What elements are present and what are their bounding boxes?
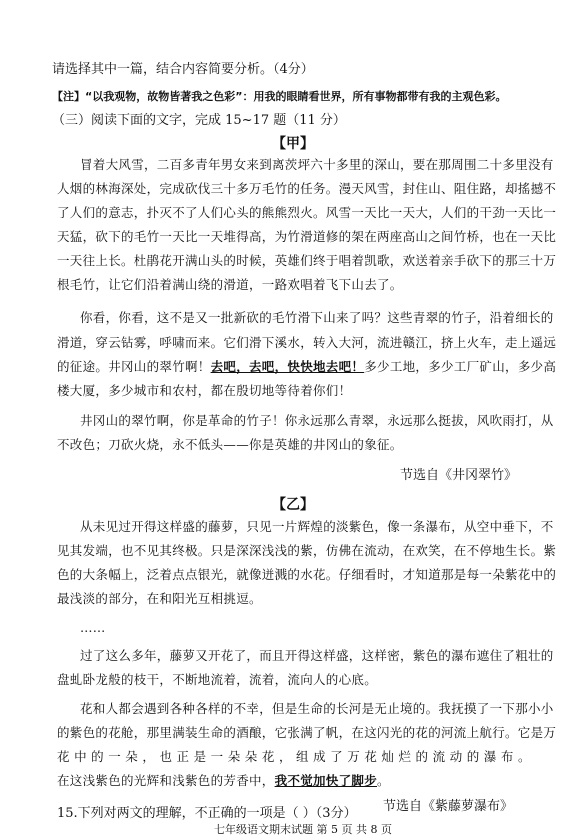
section-title: （三）阅读下面的文字，完成 15~17 题（11 分） [52, 113, 346, 128]
jia-p1-line: 人烟的林海深处，完成砍伐三十多万毛竹的任务。漫天风雪，封住山、阻住路，却搖撼不 [57, 181, 557, 196]
jia-source: 节选自《井冈翠竹》 [400, 468, 518, 483]
yi-p3-line: 的紫色的花舱，那里满装生命的酒酿，它张满了帆，在这闪光的花的河流上航行。它是万 [57, 725, 557, 740]
yi-p2-line: 盘虬卧龙般的枝干，不断地流着，流着，流向人的心底。 [57, 672, 378, 687]
jia-p1-line: 根毛竹，让它们沿着满山绕的滑道，一路欢唱着飞下山去了。 [57, 277, 403, 292]
jia-p2-text: 的征途。井冈山的翠竹啊！ [57, 359, 211, 374]
yi-p1-line: 最浅淡的部分，在和阳光互相挑逗。 [57, 591, 262, 606]
yi-p3-line [57, 773, 390, 789]
jia-p3-line: 井冈山的翠竹啊，你是革命的竹子！你永远那么青翠，永远那么挺拔，风吹雨打，从 [80, 413, 554, 428]
jia-p2-line: 楼大厦，多少城市和农村，都在殷切地等待着你们！ [57, 383, 352, 398]
jia-underlined-sentence: 去吧，去吧，快快地去吧！ [210, 359, 365, 374]
passage-yi-title: 【乙】 [272, 497, 314, 513]
yi-underlined-sentence: 我不觉加快了脚步 [274, 773, 378, 788]
yi-p3-text: 。 [377, 773, 390, 788]
yi-p3-text: 在这浅紫色的光辉和浅紫色的芳香中， [57, 773, 275, 788]
yi-p1-line: 从未见过开得这样盛的藤萝，只见一片辉煌的淡紫色，像一条瀑布，从空中垂下，不 [80, 519, 554, 534]
question-15: 15.下列对两文的理解，不正确的一项是（ ）（3分） [57, 806, 357, 821]
jia-p3-line: 不改色；刀砍火烧，永不低头——你是英雄的井冈山的象征。 [57, 437, 403, 452]
note-text: “以我观物，故物皆著我之色彩”：用我的眼睛看世界，所有事物都带有我的主观色彩。 [85, 90, 507, 103]
jia-p1-line: 一天往上长。杜鹃花开满山头的时候，英雄们终于唱着凯歌，欢送着亲手砍下的那三十万 [57, 253, 557, 268]
yi-p2-line: 过了这么多年，藤萝又开花了，而且开得这样盛，这样密，紫色的瀑布遮住了粗壮的 [80, 648, 554, 663]
jia-p2-line: 你看，你看，这不是又一批新砍的毛竹滑下山来了吗？这些青翠的竹子，沿着细长的 [80, 310, 554, 325]
note-label: 【注】 [52, 90, 85, 103]
question-prompt: 请选择其中一篇，结合内容简要分析。（4分） [52, 62, 314, 77]
yi-p1-line: 见其发端，也不见其终极。只是深深浅浅的紫，仿佛在流动，在欢笑，在不停地生长。紫 [57, 543, 557, 558]
yi-p1-line: 色的大条幅上，泛着点点银光，就像迸溅的水花。仔细看时，才知道那是每一朵紫花中的 [57, 567, 557, 582]
yi-p3-line: 花和人都会遇到各种各样的不幸，但是生命的长河是无止境的。我抚摸了一下那小小 [80, 701, 554, 716]
note-line [52, 89, 506, 105]
jia-p1-line: 了人们的意志，扑灭不了人们心头的熊熊烈火。风雪一天比一天大，人们的干劲一天比一 [57, 205, 557, 220]
jia-p1-line: 冒着大风雪，二百多青年男女来到离茨坪六十多里的深山，要在那周围二十多里没有 [80, 157, 554, 172]
yi-source: 节选自《紫藤萝瀑布》 [383, 799, 514, 814]
yi-p3-line: 花 中 的 一 朵 ， 也 正 是 一 朵 朵 花 ， 组 成 了 万 花 灿 烂 的 流 动 的 瀑 布 。 [57, 749, 531, 764]
jia-p1-line: 天猛，砍下的毛竹一天比一天堆得高，为竹滑道修的架在两座高山之间竹桥，也在一天比 [57, 229, 557, 244]
page-footer: 七年级语文期末试题 第 5 页 共 8 页 [214, 823, 392, 836]
jia-p2-line: 滑道，穿云钻雾，呼啸而来。它们滑下溪水，转入大河，流进赣江，挤上火车，走上遥远 [57, 335, 557, 350]
ellipsis: …… [80, 620, 106, 635]
jia-p2-text: 多少工地，多少工厂矿山，多少高 [364, 359, 557, 374]
jia-p2-line [57, 359, 556, 375]
passage-jia-title: 【甲】 [272, 136, 314, 152]
